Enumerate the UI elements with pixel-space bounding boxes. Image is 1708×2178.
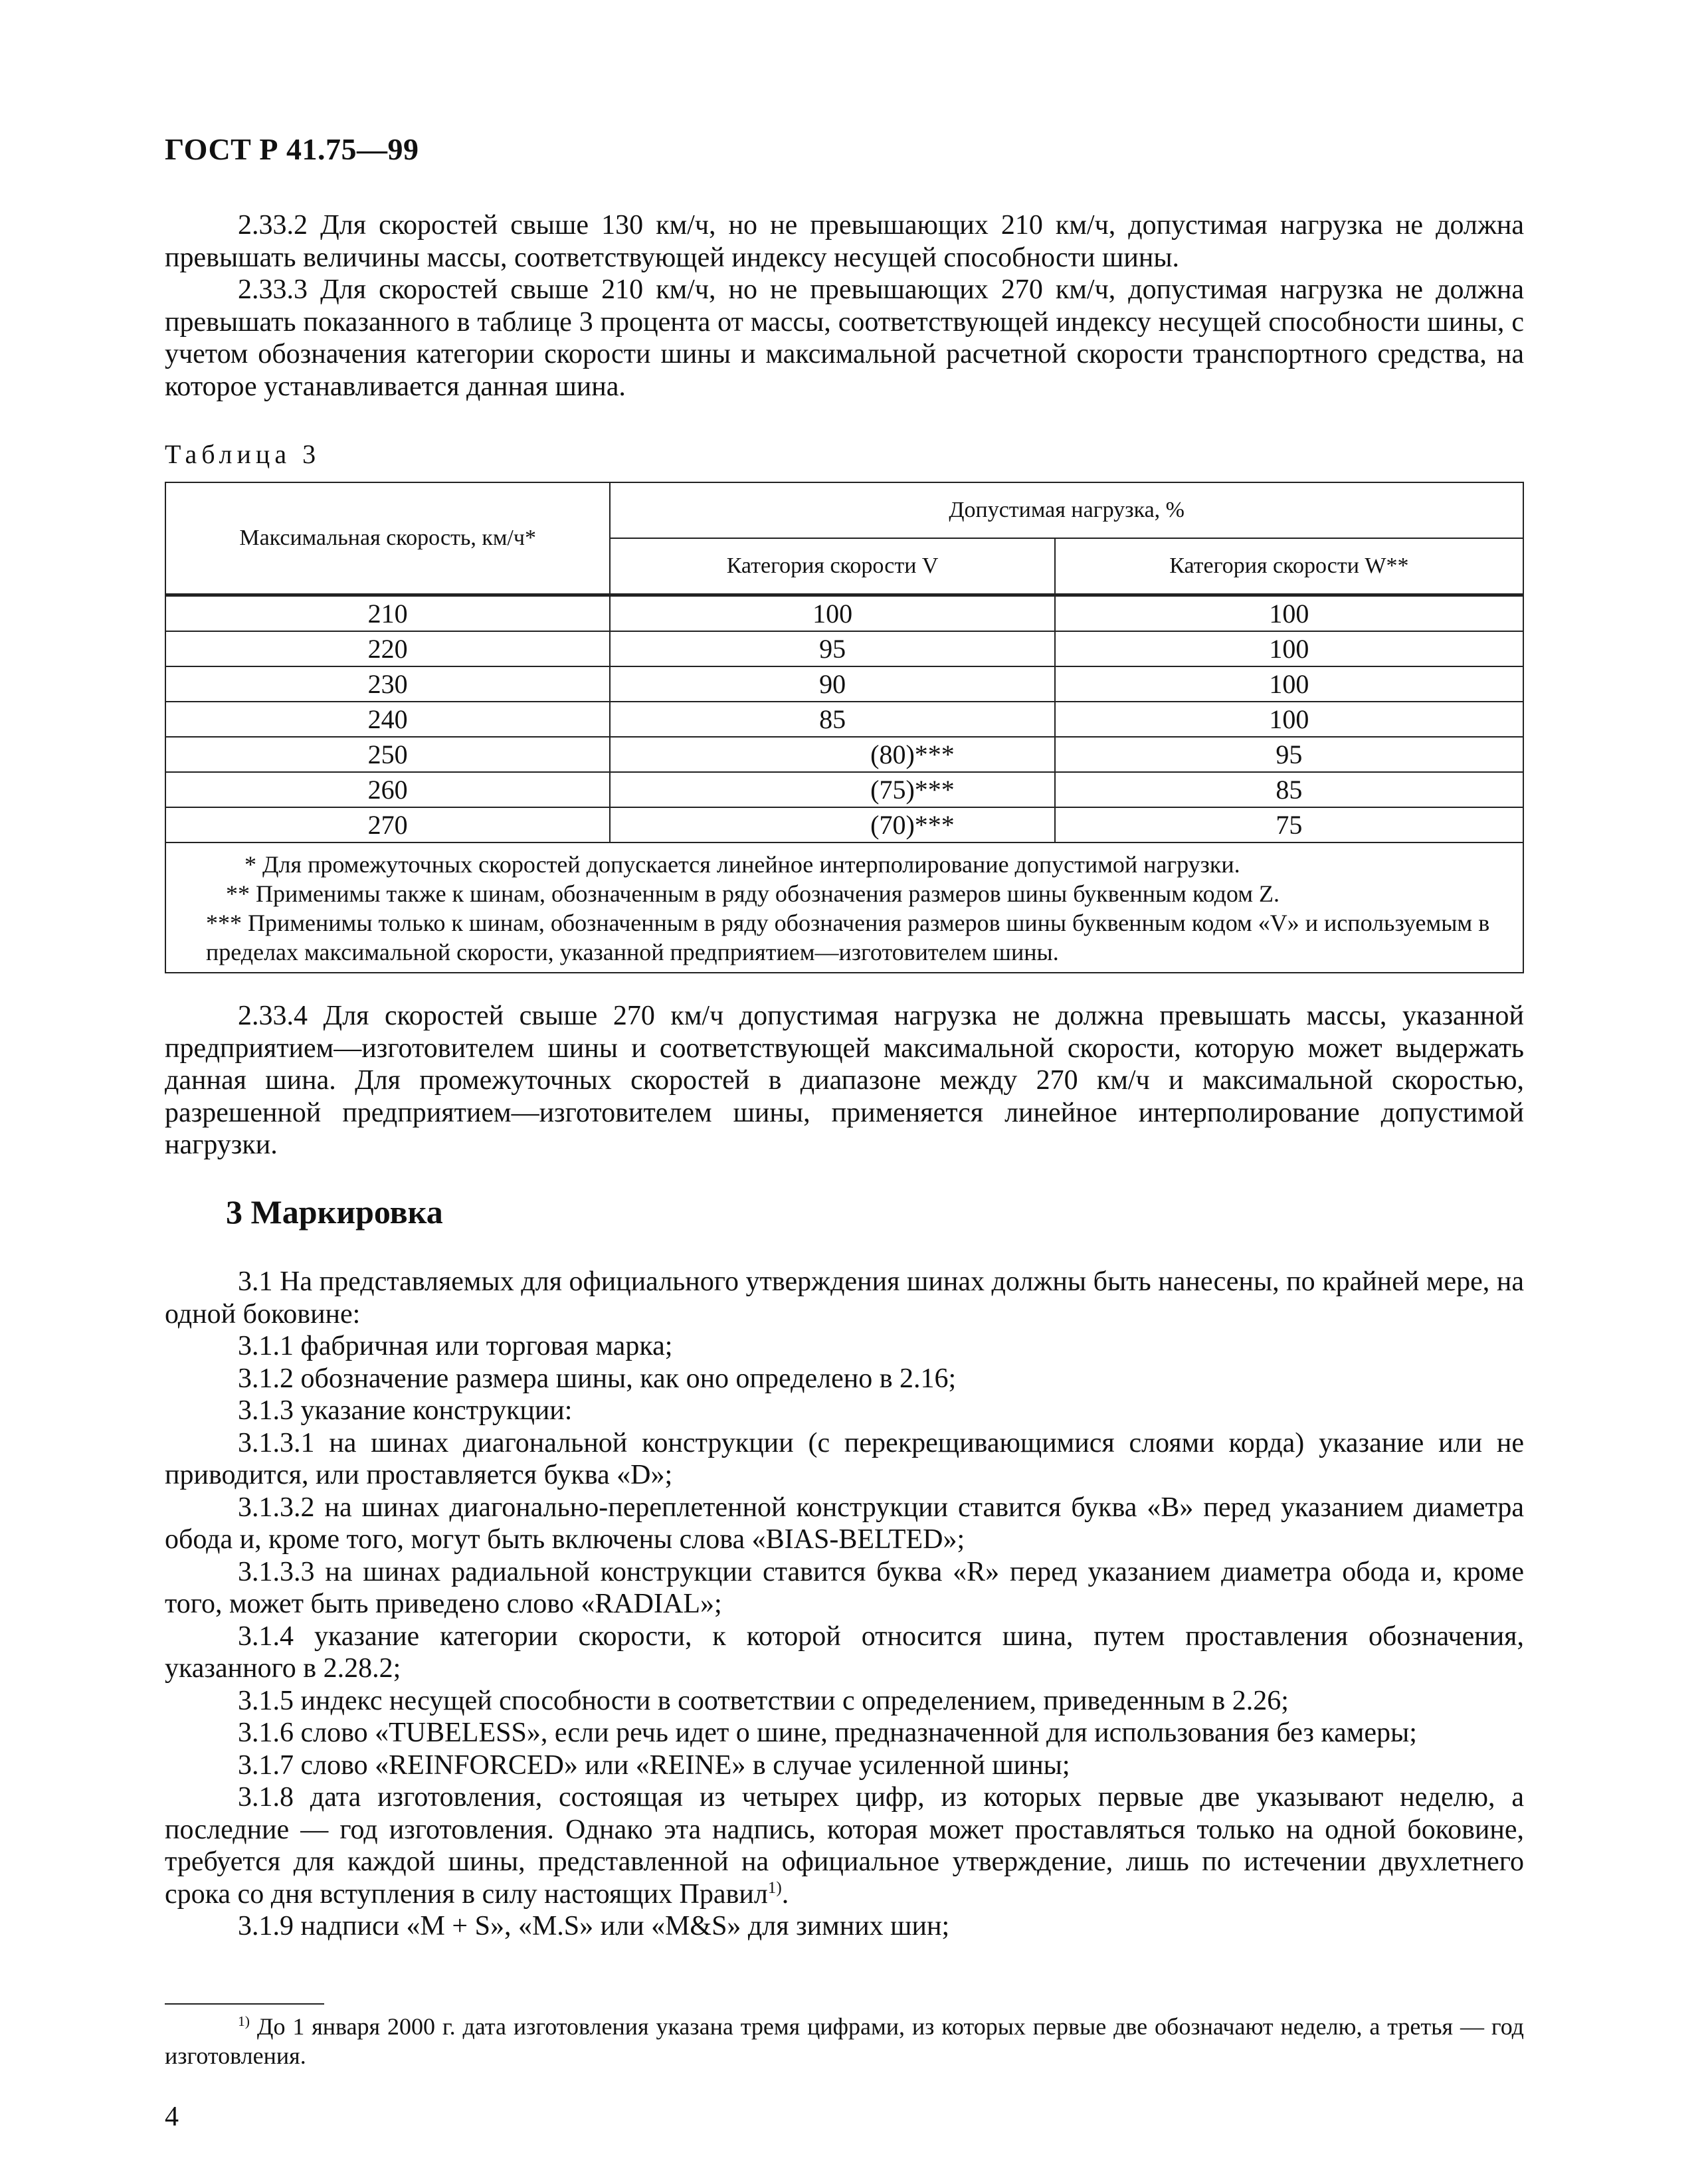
paragraph-block-2-33-4 — [165, 1000, 1524, 1161]
cell-speed: 230 — [165, 666, 610, 702]
cell-w: 75 — [1055, 807, 1523, 842]
paragraph-3-1-5: 3.1.5 индекс несущей способности в соответствии с определением, приведенным в 2.26; — [238, 1685, 1289, 1716]
paragraph-3-1-8-text: 3.1.8 дата изготовления, состоящая из четырех цифр, из которых первые две указывают неделю, а последние — год изготовления. Однако эта надпись, которая может проставляться только на одной боковине, требуется для каждой шины, представленной на официальное утверждение, лишь по истечении двухлетнего срока со дня вступления в силу настоящих Правил — [165, 1782, 1524, 1910]
table-row — [165, 666, 1523, 702]
top-paragraphs — [165, 209, 1524, 403]
paragraph-3-1-9: 3.1.9 надписи «M + S», «M.S» или «M&S» для зимних шин; — [238, 1911, 950, 1941]
table-caption: Таблица 3 — [165, 439, 321, 469]
section-title: 3 Маркировка — [226, 1193, 443, 1231]
paragraph-3-1: 3.1 На представляемых для официального утверждения шинах должны быть нанесены, по крайней мере, на одной боковине: — [165, 1266, 1524, 1330]
cell-v: 95 — [610, 631, 1054, 666]
cell-w: 100 — [1055, 631, 1523, 666]
cell-w: 85 — [1055, 772, 1523, 807]
cell-w: 100 — [1055, 702, 1523, 737]
footnote-divider — [165, 2003, 324, 2005]
paragraph-2-33-3: 2.33.3 Для скоростей свыше 210 км/ч, но не превышающих 270 км/ч, допустимая нагрузка не должна превышать показанного в таблице 3 процента от массы, соответствующей индексу несущей способности шины, с учетом обозначения категории скорости шины и максимальной расчетной скорости транспортного средства, на которое устанавливается данная шина. — [165, 274, 1524, 402]
table-row — [165, 737, 1523, 772]
cell-speed: 250 — [165, 737, 610, 772]
paragraph-3-1-3-2: 3.1.3.2 на шинах диагонально-переплетенной конструкции ставится буква «B» перед указанием диаметра обода и, кроме того, могут быть включены слова «BIAS-BELTED»; — [165, 1492, 1524, 1555]
paragraph-3-1-1: 3.1.1 фабричная или торговая марка; — [238, 1331, 673, 1361]
cell-speed: 210 — [165, 595, 610, 632]
paragraph-2-33-2: 2.33.2 Для скоростей свыше 130 км/ч, но не превышающих 210 км/ч, допустимая нагрузка не должна превышать величины массы, соответствующей индексу несущей способности шины. — [165, 210, 1524, 273]
paragraph-3-1-8: 3.1.8 дата изготовления, состоящая из четырех цифр, из которых первые две указывают неделю, а последние — год изготовления. Однако эта надпись, которая может проставляться только на одной боковине, требуется для каждой шины, представленной на официальное утверждение, лишь по истечении двухлетнего срока со дня вступления в силу настоящих Правил$^{1)}$. — [165, 1782, 1524, 1910]
cell-v: 100 — [610, 595, 1054, 632]
paragraph-3-1-6: 3.1.6 слово «TUBELESS», если речь идет о шине, предназначенной для использования без камеры; — [238, 1718, 1417, 1748]
table-note-1: * Для промежуточных скоростей допускается линейное интерполирование допустимой нагрузки. — [244, 851, 1240, 878]
cell-speed: 240 — [165, 702, 610, 737]
table-notes — [165, 842, 1523, 973]
document-header: ГОСТ Р 41.75—99 — [165, 132, 419, 166]
cell-v: (75)*** — [610, 772, 1054, 807]
header-max-speed: Максимальная скорость, км/ч* — [165, 482, 610, 595]
header-permissible-load: Допустимая нагрузка, % — [610, 482, 1523, 538]
table-row — [165, 631, 1523, 666]
header-category-v: Категория скорости V — [610, 538, 1054, 595]
cell-v: 90 — [610, 666, 1054, 702]
cell-w: 100 — [1055, 666, 1523, 702]
paragraph-3-1-3-3: 3.1.3.3 на шинах радиальной конструкции ставится буква «R» перед указанием диаметра обода и, кроме того, может быть приведено слово «RADIAL»; — [165, 1556, 1524, 1619]
paragraph-3-1-2: 3.1.2 обозначение размера шины, как оно определено в 2.16; — [238, 1363, 957, 1394]
paragraph-3-1-3: 3.1.3 указание конструкции: — [238, 1395, 573, 1426]
footnote — [165, 2012, 1524, 2070]
page-number: 4 — [165, 2102, 179, 2132]
footnote-text: До 1 января 2000 г. дата изготовления указана тремя цифрами, из которых первые две обозначают неделю, а третья — год изготовления. — [165, 2013, 1524, 2069]
table-note-3: *** Применимы только к шинам, обозначенным в ряду обозначения размеров шины буквенным кодом «V» и используемым в пределах максимальной скорости, указанной предприятием—изготовителем шины. — [206, 910, 1490, 965]
table-row — [165, 807, 1523, 842]
section-paragraphs — [165, 1266, 1524, 1943]
footnote-mark: 1) — [238, 2013, 250, 2029]
table-row — [165, 772, 1523, 807]
paragraph-3-1-4: 3.1.4 указание категории скорости, к которой относится шина, путем проставления обозначения, указанного в 2.28.2; — [165, 1621, 1524, 1684]
paragraph-2-33-4: 2.33.4 Для скоростей свыше 270 км/ч допустимая нагрузка не должна превышать массы, указанной предприятием—изготовителем шины и соответствующей максимальной скорости, которую может выдержать данная шина. Для промежуточных скоростей в диапазоне между 270 км/ч и максимальной скоростью, разрешенной предприятием—изготовителем шины, применяется линейное интерполирование допустимой нагрузки. — [165, 1001, 1524, 1160]
cell-speed: 260 — [165, 772, 610, 807]
table-note-2: ** Применимы также к шинам, обозначенным в ряду обозначения размеров шины буквенным кодом Z. — [226, 880, 1280, 907]
cell-v: (70)*** — [610, 807, 1054, 842]
cell-speed: 220 — [165, 631, 610, 666]
cell-w: 100 — [1055, 595, 1523, 632]
cell-speed: 270 — [165, 807, 610, 842]
cell-v: (80)*** — [610, 737, 1054, 772]
paragraph-3-1-3-1: 3.1.3.1 на шинах диагональной конструкции (с перекрещивающимися слоями корда) указание или не приводится, или проставляется буква «D»; — [165, 1427, 1524, 1490]
table-row — [165, 595, 1523, 632]
load-table — [165, 482, 1524, 973]
footnote-ref: 1) — [767, 1878, 782, 1897]
cell-w: 95 — [1055, 737, 1523, 772]
table-row — [165, 702, 1523, 737]
cell-v: 85 — [610, 702, 1054, 737]
header-category-w: Категория скорости W** — [1055, 538, 1523, 595]
paragraph-3-1-7: 3.1.7 слово «REINFORCED» или «REINE» в случае усиленной шины; — [238, 1749, 1070, 1781]
